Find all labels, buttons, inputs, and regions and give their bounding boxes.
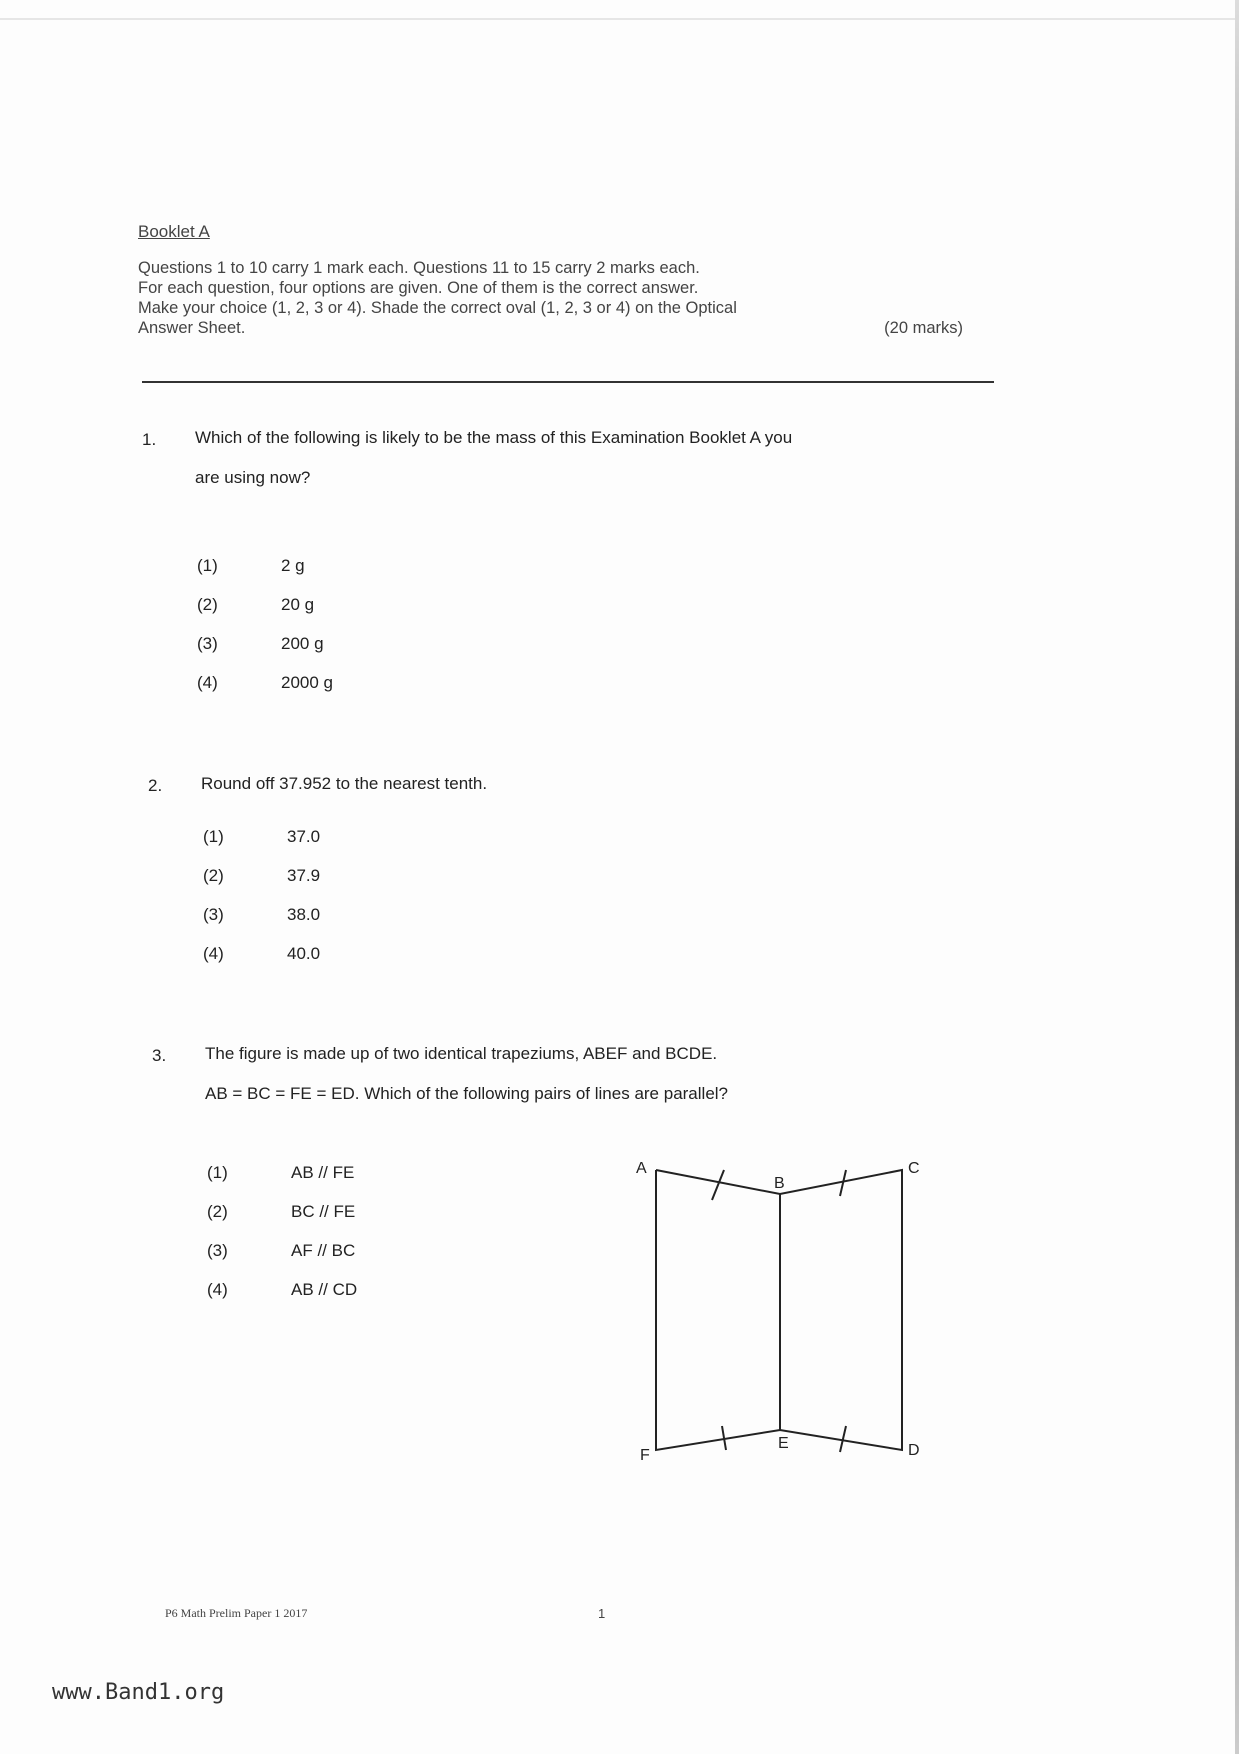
total-marks: (20 marks) [884, 319, 963, 337]
page-number: 1 [598, 1606, 606, 1621]
question-number: 3. [152, 1046, 167, 1065]
label-C: C [908, 1160, 920, 1177]
instruction-line: Questions 1 to 10 carry 1 mark each. Questions 11 to 15 carry 2 marks each. [138, 259, 700, 277]
option: (3) 38.0 [203, 905, 321, 924]
question-number: 2. [148, 776, 163, 795]
option: (4) AB // CD [207, 1280, 358, 1299]
option: (2) 20 g [197, 595, 315, 614]
question-number: 1. [142, 430, 157, 449]
option: (2) 37.9 [203, 866, 321, 885]
instructions [138, 258, 963, 338]
question-text [195, 418, 792, 498]
question-text [205, 1034, 728, 1114]
label-E: E [778, 1435, 789, 1452]
option: (4) 40.0 [203, 944, 321, 963]
scan-edge-right [1235, 0, 1239, 1754]
options-q3 [207, 1153, 357, 1309]
option: (4) 2000 g [197, 673, 333, 692]
label-A: A [636, 1160, 647, 1177]
question-text: Round off 37.952 to the nearest tenth. [201, 774, 488, 793]
instruction-line: For each question, four options are given. One of them is the correct answer. [138, 279, 699, 297]
booklet-title: Booklet A [138, 222, 210, 241]
instruction-line: Answer Sheet. [138, 319, 246, 337]
question-line: are using now? [195, 468, 311, 487]
question-line: Which of the following is likely to be the mass of this Examination Booklet A you [195, 428, 793, 447]
footer-paper: P6 Math Prelim Paper 1 2017 [165, 1606, 308, 1620]
trapezium-figure [600, 1150, 940, 1480]
instruction-line: Make your choice (1, 2, 3 or 4). Shade the correct oval (1, 2, 3 or 4) on the Optical [138, 299, 737, 317]
tick-mark [712, 1170, 724, 1200]
scan-edge [0, 18, 1239, 20]
label-D: D [908, 1442, 920, 1459]
divider [142, 381, 994, 383]
option: (3) AF // BC [207, 1241, 356, 1260]
options-q1 [197, 546, 333, 702]
option: (1) 2 g [197, 556, 305, 575]
website-link[interactable]: www.Band1.org [52, 1680, 225, 1705]
option: (1) AB // FE [207, 1163, 355, 1182]
options-q2 [203, 817, 320, 973]
option: (2) BC // FE [207, 1202, 356, 1221]
option: (3) 200 g [197, 634, 324, 653]
question-line: AB = BC = FE = ED. Which of the following pairs of lines are parallel? [205, 1084, 728, 1103]
label-F: F [640, 1447, 650, 1464]
question-line: The figure is made up of two identical trapeziums, ABEF and BCDE. [205, 1044, 718, 1063]
label-B: B [774, 1175, 785, 1192]
option: (1) 37.0 [203, 827, 321, 846]
